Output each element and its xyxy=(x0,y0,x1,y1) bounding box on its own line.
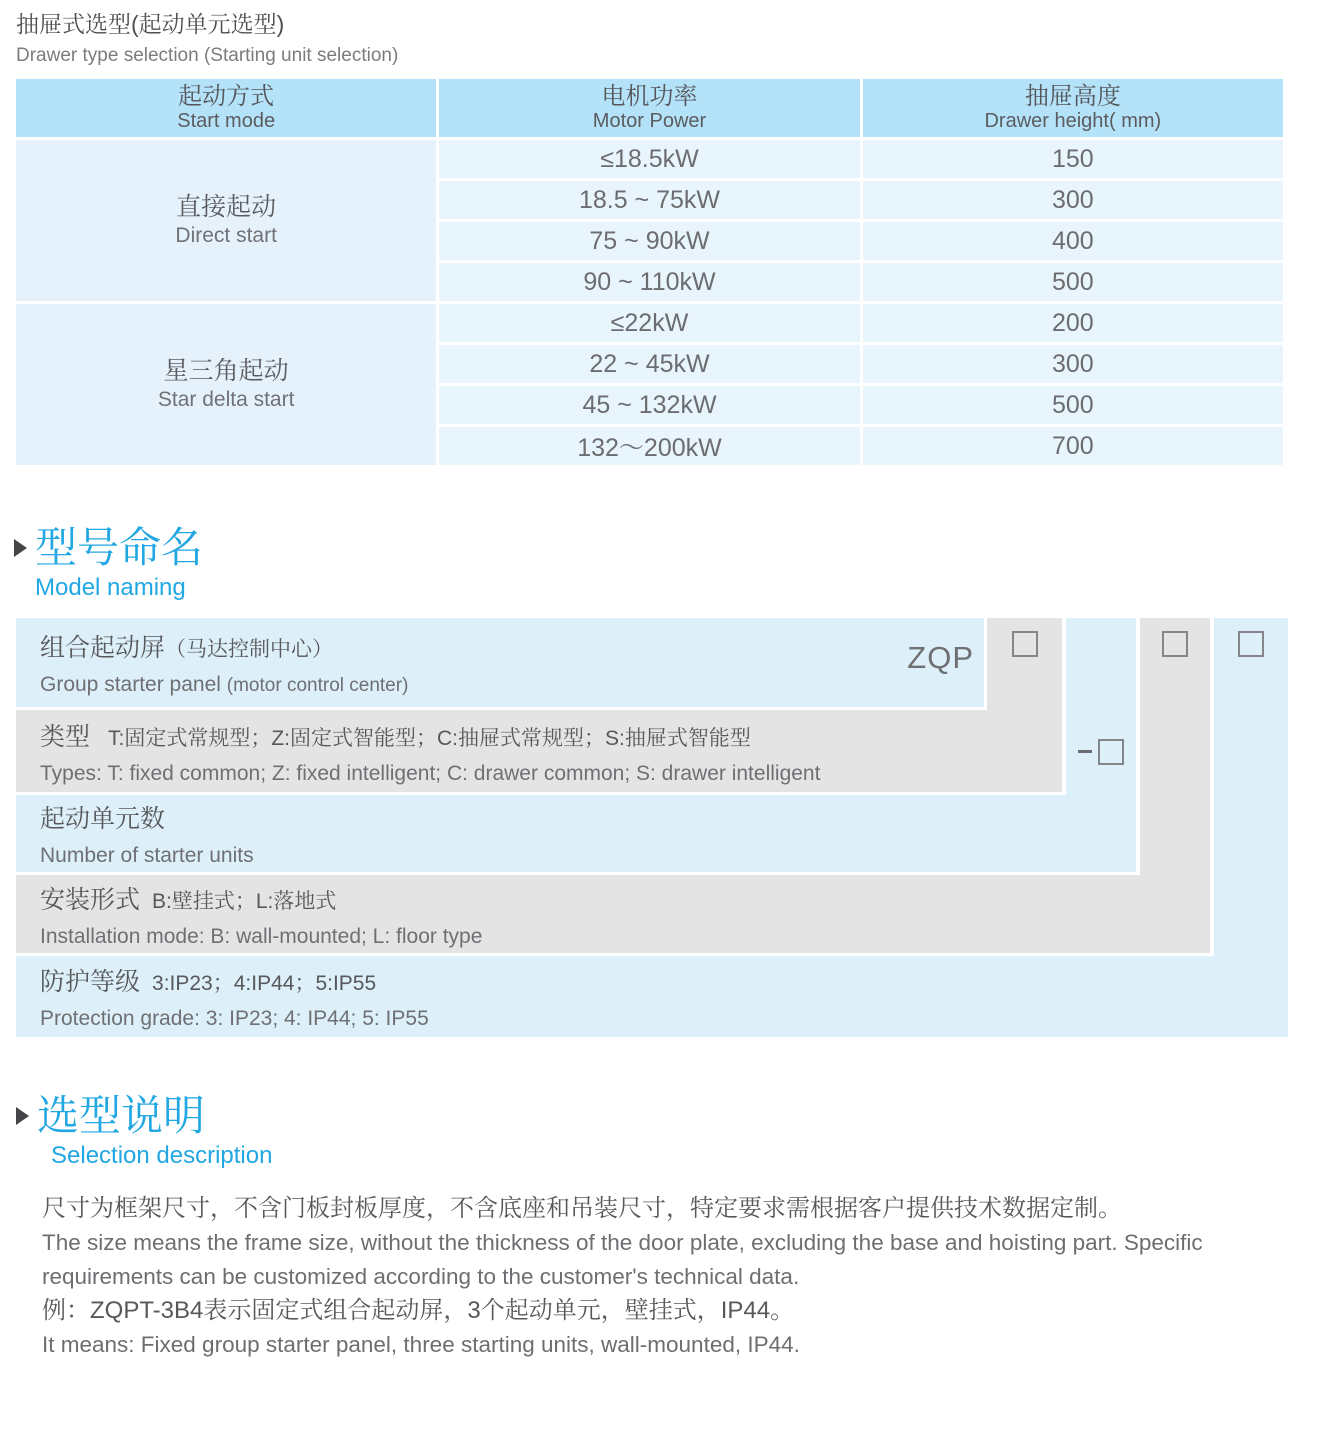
naming-row-en-label: Group starter panel xyxy=(40,673,221,696)
mode-cn: 星三角起动 xyxy=(163,356,289,385)
col-header-cn: 抽屉高度 xyxy=(1024,82,1121,110)
col-header-en: Drawer height( mm) xyxy=(984,110,1162,133)
code-placeholder-box-icon xyxy=(1238,631,1264,657)
naming-row-type xyxy=(16,710,1062,792)
description-paragraph-en: The size means the frame size, without the thickness of the door plate, excluding the base and hoisting part. Specific requirements can be customized according to the customer's technical data. xyxy=(42,1230,1203,1289)
naming-row-cn-detail: B:壁挂式；L:落地式 xyxy=(152,889,337,913)
selection-description-body xyxy=(42,1192,1294,1362)
col-header-motor-power xyxy=(439,79,859,137)
naming-row-en: Number of starter units xyxy=(40,844,254,867)
power-cell: 90 ~ 110kW xyxy=(439,263,859,301)
col-header-drawer-height xyxy=(863,79,1283,137)
naming-row-cn-label: 安装形式 xyxy=(40,885,141,914)
section-heading-en: Selection description xyxy=(51,1142,273,1170)
height-cell: 500 xyxy=(863,386,1283,424)
section-heading-cn: 选型说明 xyxy=(37,1092,206,1139)
naming-row-cn xyxy=(40,962,1288,998)
model-code-prefix: ZQP xyxy=(907,640,974,675)
height-cell: 700 xyxy=(863,427,1283,465)
description-paragraph-cn: 例：ZQPT-3B4表示固定式组合起动屏，3个起动单元，壁挂式，IP44。 xyxy=(42,1297,795,1324)
col-header-start-mode xyxy=(16,79,436,137)
code-placeholder-box-icon xyxy=(1012,631,1038,657)
height-cell: 150 xyxy=(863,140,1283,178)
power-cell: 132～200kW xyxy=(439,427,859,465)
naming-row-cn-detail: 3:IP23；4:IP44；5:IP55 xyxy=(152,972,377,995)
naming-row-cn xyxy=(40,880,1210,916)
selection-table xyxy=(16,79,1283,465)
power-cell: 75 ~ 90kW xyxy=(439,222,859,260)
naming-row-protection-grade xyxy=(16,956,1288,1037)
col-header-en: Motor Power xyxy=(592,110,707,133)
page-title-en: Drawer type selection (Starting unit selection) xyxy=(16,44,399,66)
naming-row-starter-units xyxy=(16,795,1136,872)
mode-en: Star delta start xyxy=(157,387,295,411)
height-cell: 400 xyxy=(863,222,1283,260)
naming-row-cn-label: 组合起动屏 xyxy=(40,634,166,662)
section-heading-selection-description xyxy=(16,1094,272,1170)
power-cell: 18.5 ~ 75kW xyxy=(439,181,859,219)
triangle-bullet-icon xyxy=(16,1107,29,1125)
mode-cell-direct-start xyxy=(16,140,436,301)
naming-row-cn-label: 起动单元数 xyxy=(40,805,166,833)
naming-row-en xyxy=(40,673,984,697)
naming-row-en: Installation mode: B: wall-mounted; L: floor type xyxy=(40,924,483,948)
naming-row-cn-label: 防护等级 xyxy=(40,968,141,996)
naming-row-cn xyxy=(40,717,1062,753)
page-title-cn: 抽屉式选型(起动单元选型) xyxy=(16,11,285,37)
mode-cn: 直接起动 xyxy=(176,192,277,221)
model-naming-diagram xyxy=(16,618,1288,1037)
naming-row-cn-detail: T:固定式常规型；Z:固定式智能型；C:抽屉式常规型；S:抽屉式智能型 xyxy=(108,726,751,750)
description-paragraph-en: It means: Fixed group starter panel, three starting units, wall-mounted, IP44. xyxy=(42,1332,800,1357)
col-header-en: Start mode xyxy=(177,110,276,133)
col-header-cn: 起动方式 xyxy=(178,82,275,110)
page-title xyxy=(16,10,398,69)
description-paragraph-cn: 尺寸为框架尺寸，不含门板封板厚度，不含底座和吊装尺寸，特定要求需根据客户提供技术数据定制。 xyxy=(42,1195,1122,1222)
height-cell: 300 xyxy=(863,181,1283,219)
naming-row-en-detail: (motor control center) xyxy=(226,675,409,696)
height-cell: 300 xyxy=(863,345,1283,383)
naming-row-group-starter-panel xyxy=(16,618,984,707)
naming-row-installation-mode xyxy=(16,875,1210,953)
code-separator-dash-icon xyxy=(1078,750,1092,753)
power-cell: 22 ~ 45kW xyxy=(439,345,859,383)
col-header-cn: 电机功率 xyxy=(601,82,698,110)
naming-row-cn-detail: （马达控制中心） xyxy=(165,638,334,661)
triangle-bullet-icon xyxy=(14,539,27,557)
naming-row-en: Protection grade: 3: IP23; 4: IP44; 5: IP55 xyxy=(40,1007,429,1030)
height-cell: 200 xyxy=(863,304,1283,342)
section-heading-en: Model naming xyxy=(35,574,186,602)
height-cell: 500 xyxy=(863,263,1283,301)
naming-row-cn-label: 类型 xyxy=(40,722,91,751)
section-heading-model-naming xyxy=(14,526,203,602)
code-placeholder-box-icon xyxy=(1162,631,1188,657)
mode-en: Direct start xyxy=(175,223,277,247)
naming-row-cn xyxy=(40,628,984,664)
code-placeholder-box-icon xyxy=(1098,739,1124,765)
power-cell: ≤22kW xyxy=(439,304,859,342)
power-cell: 45 ~ 132kW xyxy=(439,386,859,424)
naming-row-en: Types: T: fixed common; Z: fixed intelligent; C: drawer common; S: drawer intelligent xyxy=(40,761,821,785)
mode-cell-star-delta-start xyxy=(16,304,436,465)
section-heading-cn: 型号命名 xyxy=(35,524,204,571)
power-cell: ≤18.5kW xyxy=(439,140,859,178)
